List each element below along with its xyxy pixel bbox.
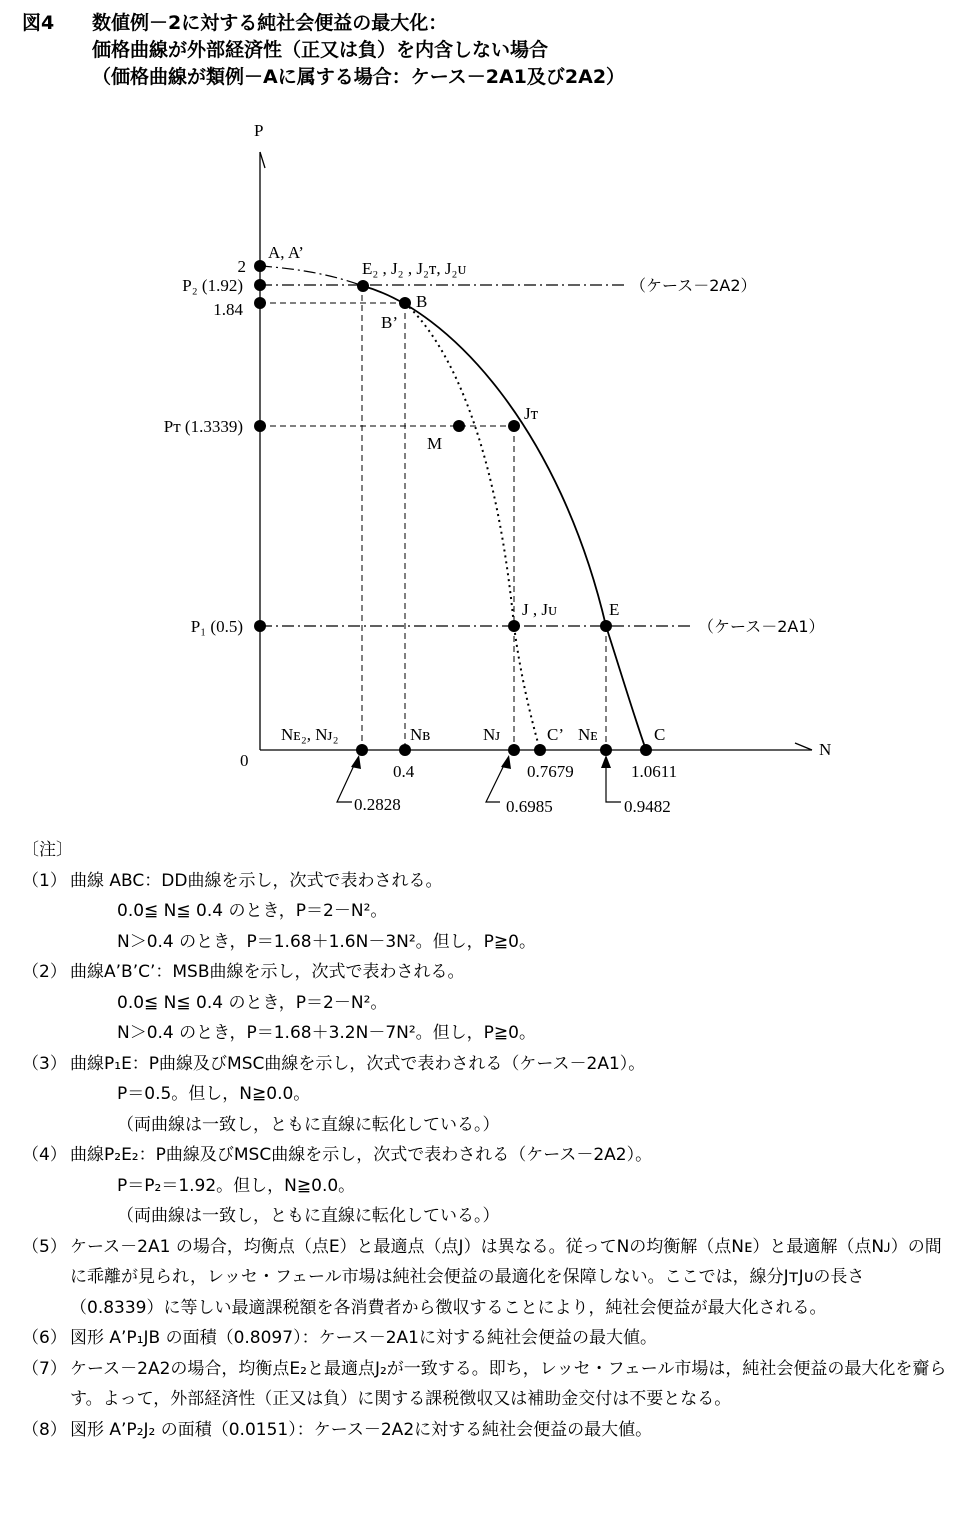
label-c: C <box>654 725 666 744</box>
label-nb: Nʙ <box>410 725 431 744</box>
note-6-text: 図形 A’P₁JB の面積（0.8097）：ケース－2A1に対する純社会便益の最大値。 <box>70 1328 657 1348</box>
diagram <box>0 110 959 830</box>
case-label-2a2: （ケース－2A2） <box>630 276 757 295</box>
label-m: M <box>427 434 443 453</box>
point-j <box>508 620 520 632</box>
note-1-line-2: N＞0.4 のとき，P＝1.68＋1.6N－3N²。但し，P≧0。 <box>117 931 536 952</box>
n-axis-label: N <box>819 740 832 759</box>
p-axis-label: P <box>254 121 264 140</box>
title-line-3: （価格曲線が類例－Aに属する場合：ケース－2A1及び2A2） <box>92 66 626 88</box>
note-4-line-2: （両曲線は一致し，ともに直線に転化している。） <box>117 1206 500 1226</box>
note-2-head <box>22 957 947 988</box>
y-label-p2: P₂ (1.92) <box>182 276 243 295</box>
note-7-num: （7） <box>22 1358 67 1379</box>
x-label-07679: 0.7679 <box>527 762 574 781</box>
point-a <box>254 260 266 272</box>
note-2-line-2: N＞0.4 のとき，P＝1.68＋3.2N－7N²。但し，P≧0。 <box>117 1023 536 1043</box>
y-label-p1: P₁ (0.5) <box>190 617 243 636</box>
label-ne: Nᴇ <box>578 725 598 744</box>
label-ne2: Nᴇ₂, Nᴊ₂ <box>281 725 339 744</box>
x-label-10611: 1.0611 <box>631 762 678 781</box>
notes-header: 〔注〕 <box>22 840 73 860</box>
note-8 <box>22 1415 947 1446</box>
note-3-num: （3） <box>22 1053 67 1074</box>
point-ne2 <box>356 744 368 756</box>
label-cp: C’ <box>547 725 564 744</box>
note-7-text: ケース－2A2の場合，均衡点E₂と最適点J₂が一致する。即ち，レッセ・フェール市場は，純社会便益の最大化を齎らす。よって，外部経済性（正又は負）に関する課税徴収又は補助金交付は不要となる。 <box>70 1358 947 1409</box>
note-5-num: （5） <box>22 1236 67 1257</box>
arrowhead-06985 <box>501 755 511 769</box>
label-bp: B’ <box>381 313 398 332</box>
case-label-2a1: （ケース－2A1） <box>698 617 825 636</box>
label-b: B <box>416 292 428 311</box>
note-8-num: （8） <box>22 1419 67 1440</box>
x-label-04: 0.4 <box>393 762 415 781</box>
note-3-head-text: 曲線P₁E：P曲線及びMSC曲線を示し，次式で表わされる（ケース－2A1）。 <box>70 1053 646 1074</box>
point-m <box>453 420 465 432</box>
note-3-line-2: （両曲線は一致し，ともに直線に転化している。） <box>117 1114 500 1135</box>
note-1-num: （1） <box>22 870 67 891</box>
y-label-2: 2 <box>237 257 246 276</box>
figure-title <box>22 10 625 91</box>
note-4-line-1: P＝P₂＝1.92。但し，N≧0.0。 <box>117 1175 356 1196</box>
figure-number: 図4 <box>22 12 55 34</box>
note-6-num: （6） <box>22 1328 67 1348</box>
label-nj: Nᴊ <box>483 725 501 744</box>
point-pt <box>254 420 266 432</box>
title-line-1: 数値例－2に対する純社会便益の最大化： <box>92 12 448 34</box>
point-c <box>640 744 652 756</box>
label-j: J , Jᴜ <box>522 600 558 619</box>
x-label-09482: 0.9482 <box>624 797 671 816</box>
note-1-head-text: 曲線 ABC：DD曲線を示し，次式で表わされる。 <box>70 870 443 891</box>
point-ne <box>600 744 612 756</box>
point-cp <box>534 744 546 756</box>
label-jt: Jᴛ <box>524 404 539 423</box>
note-2-line-1: 0.0≦ N≦ 0.4 のとき，P＝2－N²。 <box>117 992 388 1013</box>
a-to-e2-segment <box>260 266 363 286</box>
note-2-num: （2） <box>22 962 67 982</box>
point-b <box>399 297 411 309</box>
note-8-text: 図形 A’P₂J₂ の面積（0.0151）：ケース－2A2に対する純社会便益の最大値。 <box>70 1419 653 1440</box>
note-4-head <box>22 1140 947 1171</box>
y-label-pt: Pᴛ (1.3339) <box>163 417 243 436</box>
note-1-head <box>22 866 947 897</box>
msb-curve-apbpcp <box>405 303 540 750</box>
point-184 <box>254 297 266 309</box>
notes <box>22 835 947 1445</box>
x-label-02828: 0.2828 <box>354 795 401 814</box>
note-1-line-1: 0.0≦ N≦ 0.4 のとき，P＝2－N²。 <box>117 901 388 921</box>
label-a: A, A’ <box>268 243 304 262</box>
origin-label: 0 <box>240 751 249 770</box>
note-4-num: （4） <box>22 1145 67 1165</box>
note-7 <box>22 1354 947 1415</box>
point-p2 <box>254 279 266 291</box>
point-nj <box>508 744 520 756</box>
note-5-text: ケース－2A1 の場合，均衡点（点E）と最適点（点J）は異なる。従ってNの均衡解（点Nᴇ）と最適解（点Nᴊ）の間に乖離が見られ，レッセ・フェール市場は純社会便益の最適化を保障しない。ここでは，線分JᴛJᴜの長さ（0.8339）に等しい最適課税額を各消費者から徴収することにより，純社会便益が最大化される。 <box>70 1236 942 1318</box>
n-axis-tip <box>795 743 812 750</box>
point-jt <box>508 420 520 432</box>
arrowhead-09482 <box>601 755 611 768</box>
point-nb <box>399 744 411 756</box>
note-4-head-text: 曲線P₂E₂：P曲線及びMSC曲線を示し，次式で表わされる（ケース－2A2）。 <box>70 1145 653 1165</box>
note-5 <box>22 1232 947 1324</box>
title-line-2: 価格曲線が外部経済性（正又は負）を内含しない場合 <box>92 39 549 61</box>
arrowhead-02828 <box>351 755 361 769</box>
y-label-184: 1.84 <box>213 300 243 319</box>
note-3-head <box>22 1049 947 1080</box>
label-e: E <box>609 600 620 619</box>
x-label-06985: 0.6985 <box>506 797 553 816</box>
label-e2: E₂ , J₂ , J₂ᴛ, J₂ᴜ <box>362 259 467 278</box>
note-3-line-1: P＝0.5。但し，N≧0.0。 <box>117 1084 311 1104</box>
point-e2 <box>357 280 369 292</box>
note-2-head-text: 曲線A’B’C’：MSB曲線を示し，次式で表わされる。 <box>70 962 465 982</box>
note-6 <box>22 1323 947 1354</box>
point-e <box>600 620 612 632</box>
p-axis-tip <box>260 152 265 168</box>
point-p1 <box>254 620 266 632</box>
